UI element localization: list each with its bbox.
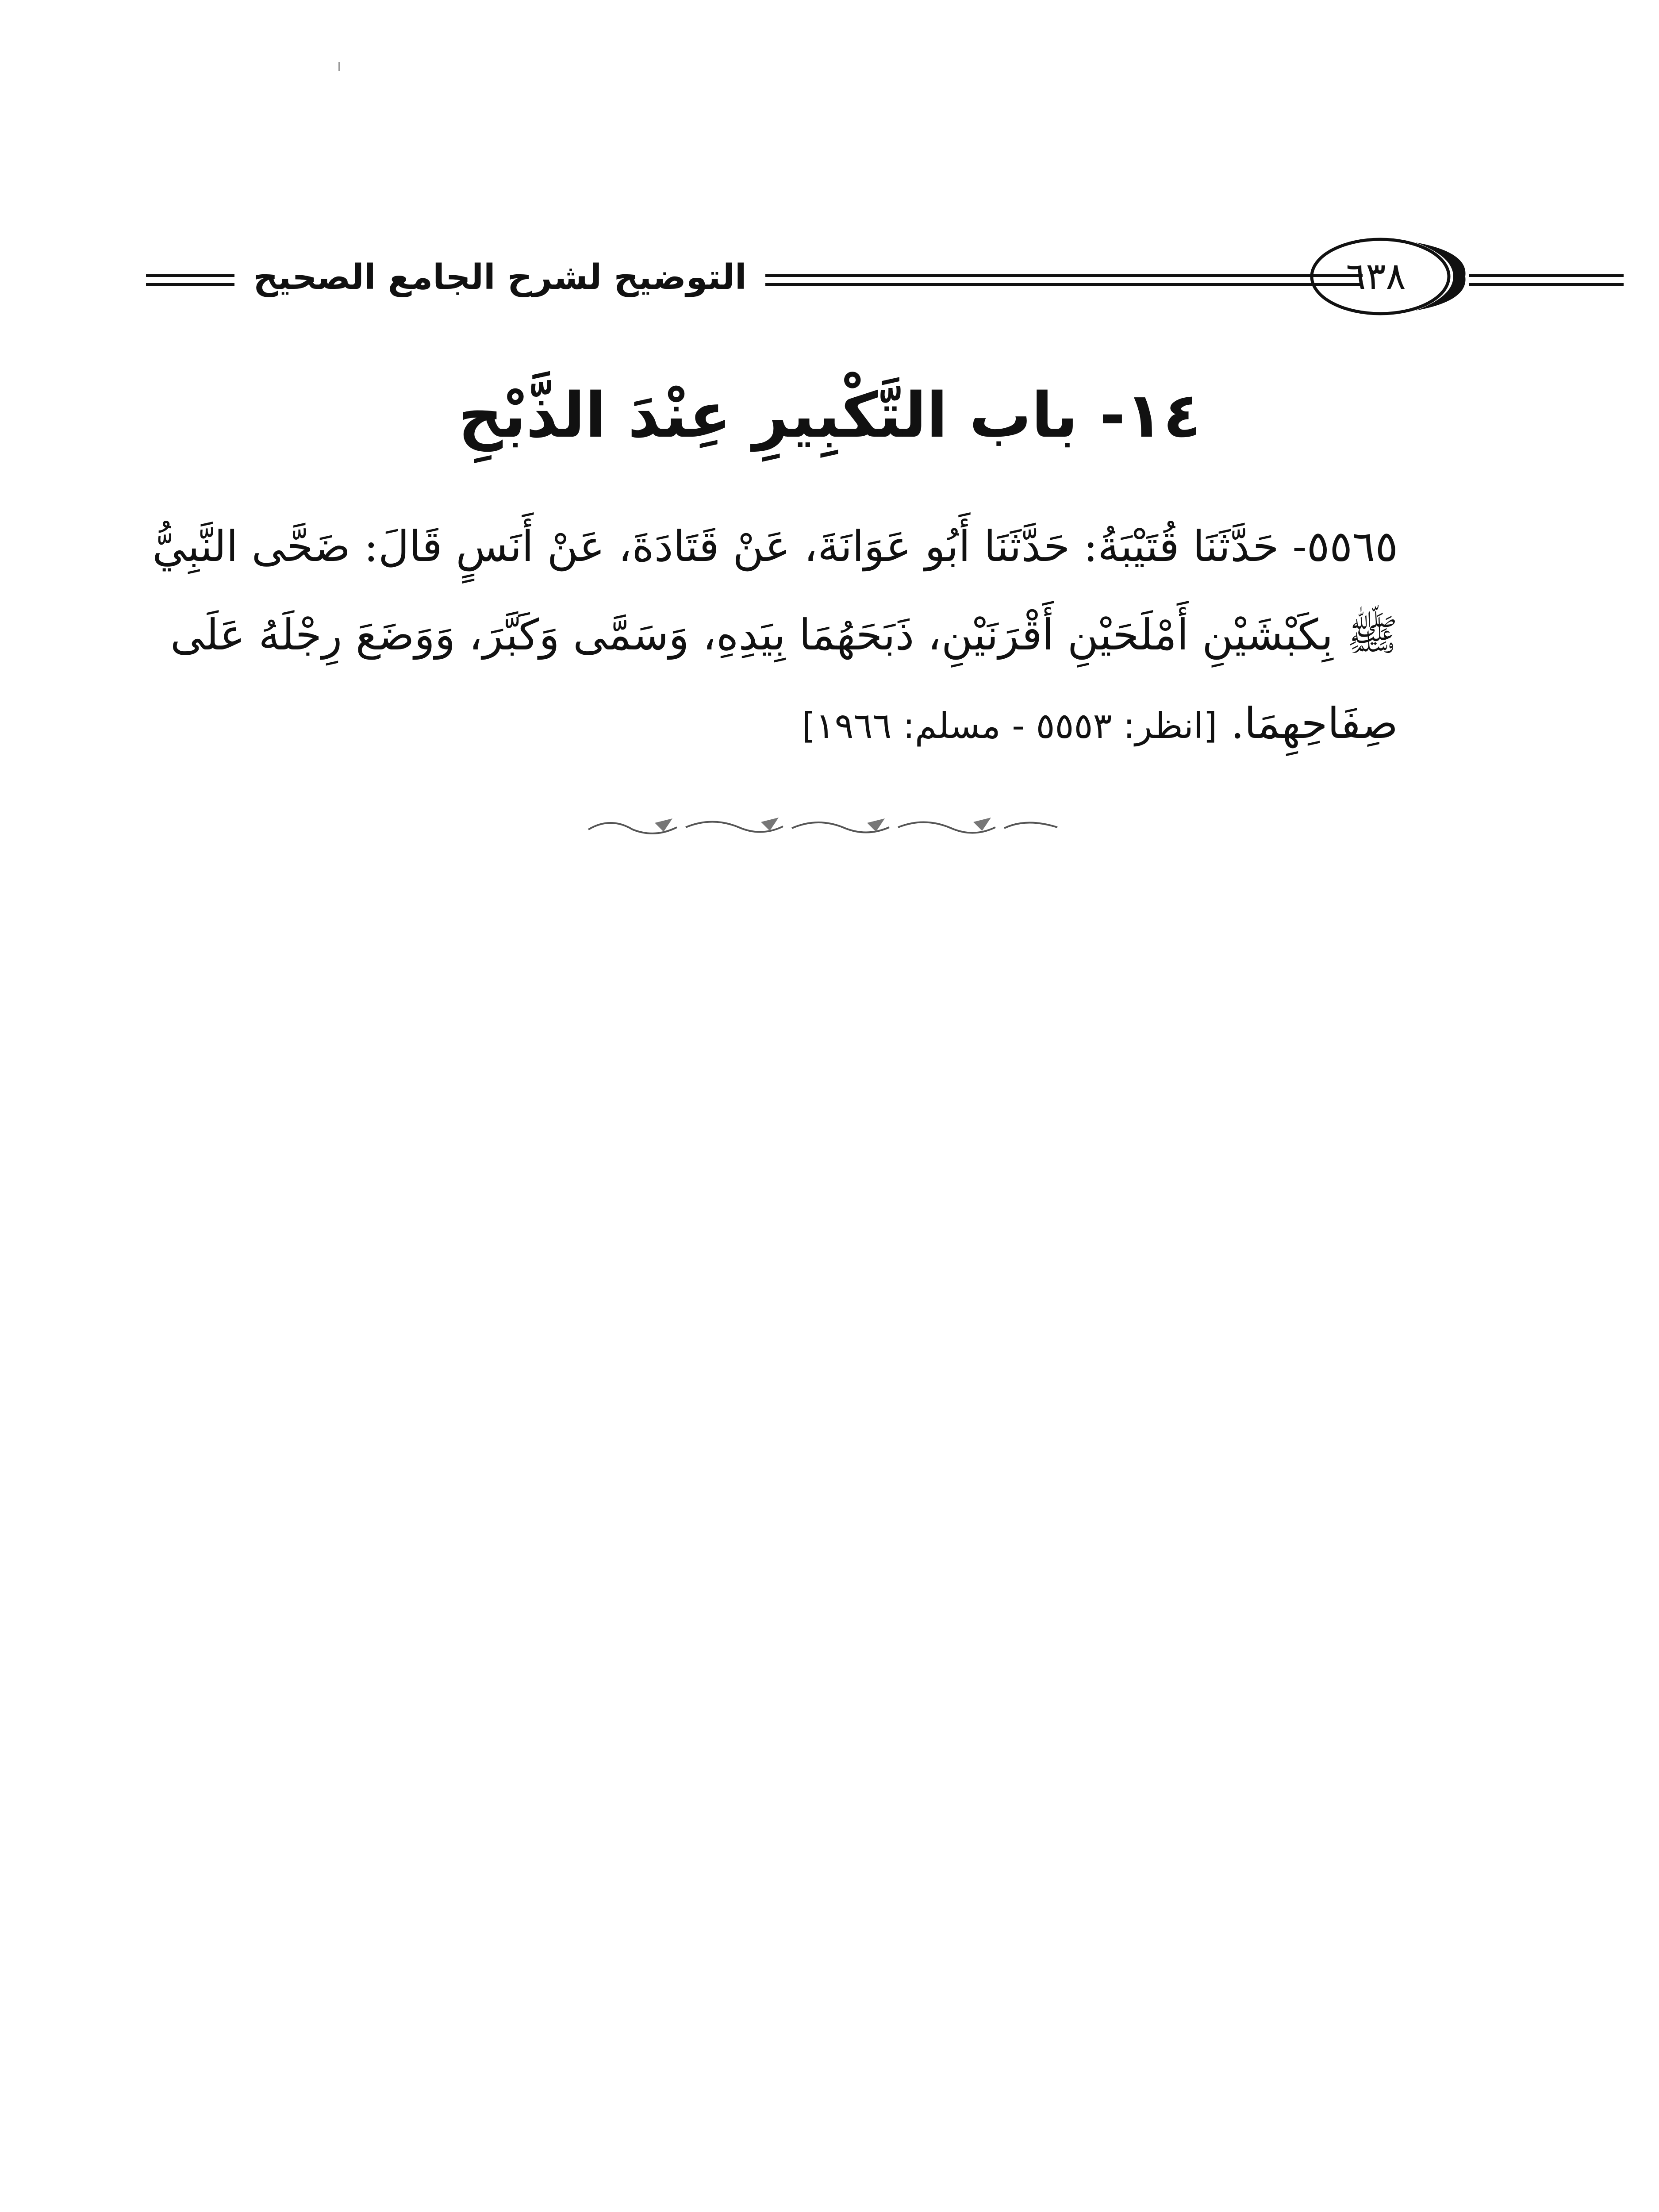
header-rule-right — [1469, 274, 1624, 286]
floral-ornament-icon — [584, 814, 1062, 841]
page-header — [146, 226, 1495, 327]
header-rule-middle — [765, 274, 1363, 286]
hadith-line-3-text: صِفَاحِهِمَا. — [1230, 699, 1398, 748]
hadith-text — [152, 502, 1398, 770]
hadith-cross-reference: [انظر: ٥٥٥٣ - مسلم: ١٩٦٦] — [802, 705, 1217, 746]
header-rule-left — [146, 274, 234, 286]
hadith-line-2: ﷺ بِكَبْشَيْنِ أَمْلَحَيْنِ أَقْرَنَيْنِ، ذَبَحَهُمَا بِيَدِهِ، وَسَمَّى وَكَبَّرَ، وَوَضَعَ رِجْلَهُ عَلَى — [170, 610, 1398, 660]
hadith-line-1: ٥٥٦٥- حَدَّثَنَا قُتَيْبَةُ: حَدَّثَنَا أَبُو عَوَانَةَ، عَنْ قَتَادَةَ، عَنْ أَنَسٍ قَالَ: ضَحَّى النَّبِيُّ — [152, 522, 1398, 571]
page-number: ٦٣٨ — [1346, 254, 1406, 298]
scan-speck — [338, 62, 340, 71]
book-title: التوضيح لشرح الجامع الصحيح — [253, 257, 747, 297]
hadith-line-3 — [239, 679, 1398, 770]
chapter-heading: ١٤- باب التَّكْبِيرِ عِنْدَ الذَّبْحِ — [458, 380, 1201, 452]
